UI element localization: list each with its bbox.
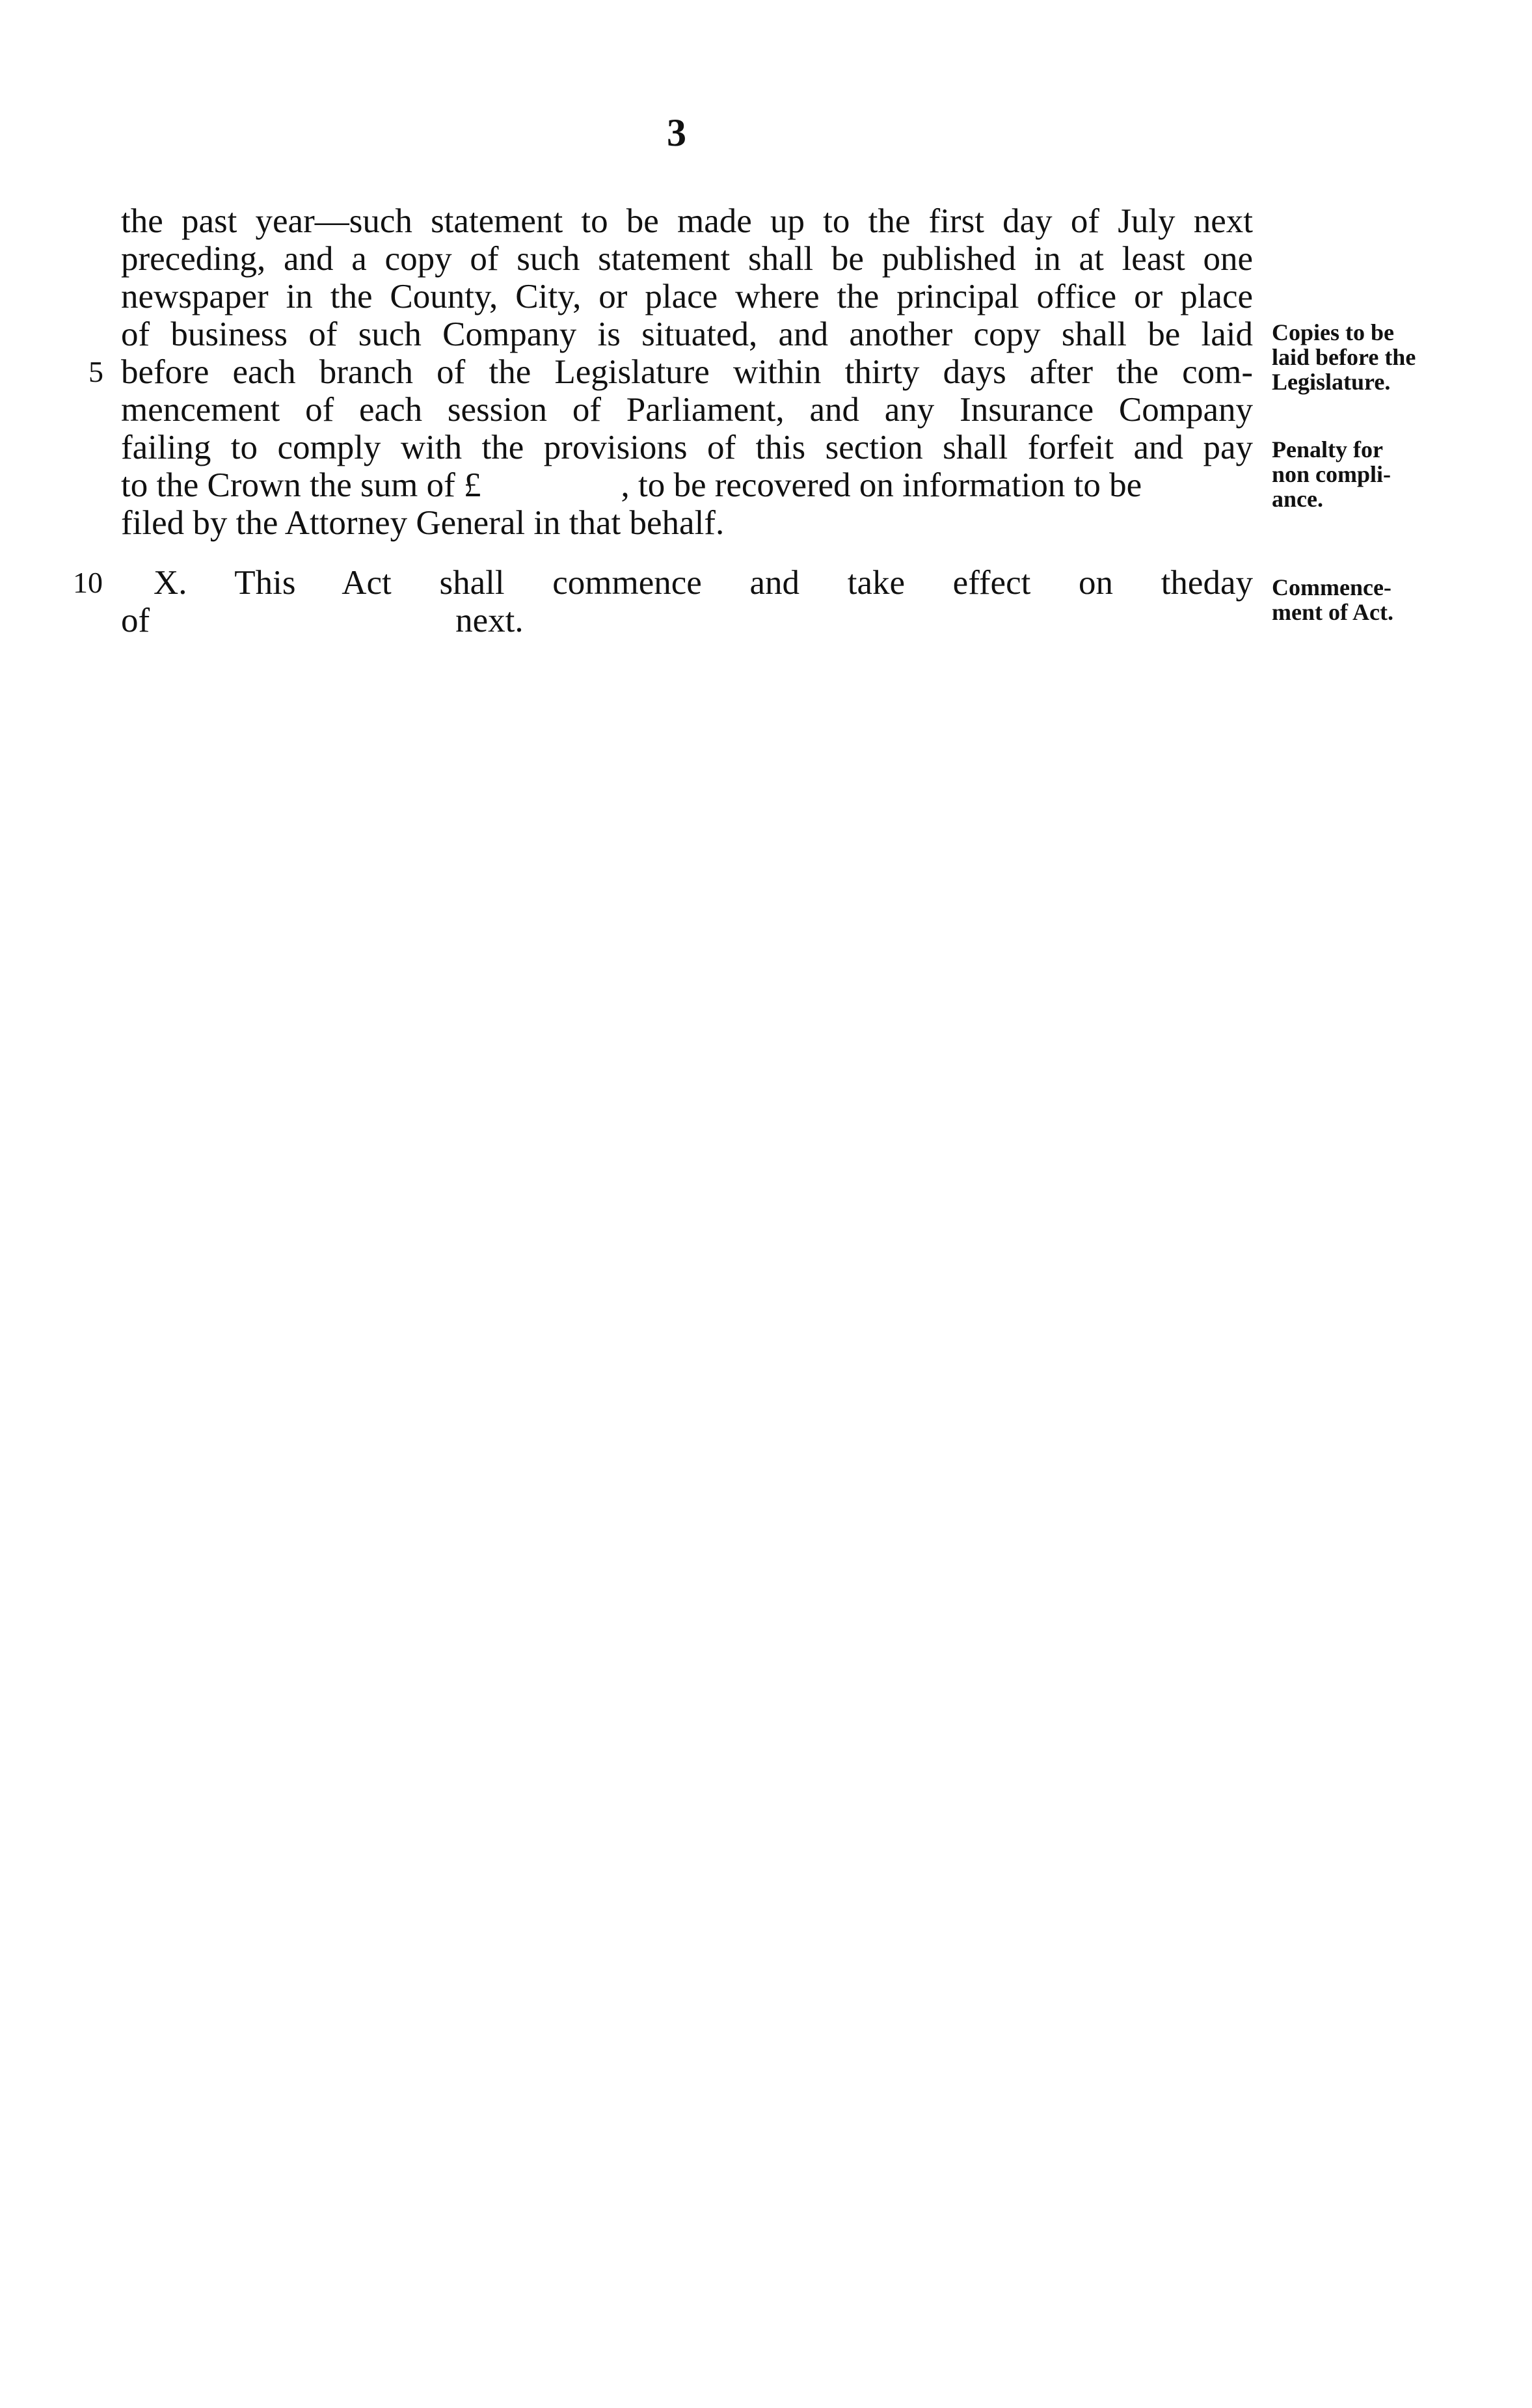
section-x-line-1-end: day bbox=[1203, 564, 1253, 602]
body-line-6: mencement of each session of Parliament, and any Insurance Company bbox=[121, 391, 1253, 429]
section-x-line-2 bbox=[121, 602, 1253, 639]
body-line-3: newspaper in the County, City, or place where the principal office or place bbox=[121, 278, 1253, 315]
body-line-1: the past year—such statement to be made up to the first day of July next bbox=[121, 202, 1253, 240]
line-8-start: to the Crown the sum of £ bbox=[121, 466, 481, 504]
margin-note-copies bbox=[1272, 320, 1467, 394]
margin-note-copies-line-2: laid before the bbox=[1272, 344, 1416, 370]
margin-note-penalty-line-3: ance. bbox=[1272, 486, 1323, 512]
margin-note-penalty bbox=[1272, 437, 1467, 511]
body-line-9: filed by the Attorney General in that behalf. bbox=[121, 504, 725, 542]
page-number: 3 bbox=[667, 111, 686, 154]
margin-note-copies-line-1: Copies to be bbox=[1272, 319, 1394, 345]
line-number-5: 5 bbox=[88, 355, 103, 388]
body-line-2: preceding, and a copy of such statement shall be published in at least one bbox=[121, 240, 1253, 278]
margin-note-penalty-line-2: non compli- bbox=[1272, 461, 1391, 487]
margin-note-penalty-line-1: Penalty for bbox=[1272, 436, 1383, 462]
section-x-line-1 bbox=[154, 565, 1253, 601]
line-number-10: 10 bbox=[73, 566, 103, 599]
body-line-8 bbox=[121, 467, 1253, 503]
body-line-7: failing to comply with the provisions of this section shall forfeit and pay bbox=[121, 429, 1253, 466]
margin-note-commencement-line-2: ment of Act. bbox=[1272, 599, 1393, 625]
margin-note-copies-line-3: Legislature. bbox=[1272, 369, 1391, 395]
margin-note-commencement bbox=[1272, 575, 1467, 624]
section-x-line-1-start: X. This Act shall commence and take effect on the bbox=[154, 564, 1203, 602]
section-x-line-2-end: next. bbox=[455, 602, 524, 639]
margin-note-commencement-line-1: Commence- bbox=[1272, 574, 1391, 600]
line-8-end: , to be recovered on information to be bbox=[621, 466, 1142, 504]
body-line-4: of business of such Company is situated, and another copy shall be laid bbox=[121, 315, 1253, 353]
body-line-5: before each branch of the Legislature within thirty days after the com- bbox=[121, 353, 1253, 391]
section-x-line-2-start: of bbox=[121, 602, 150, 639]
